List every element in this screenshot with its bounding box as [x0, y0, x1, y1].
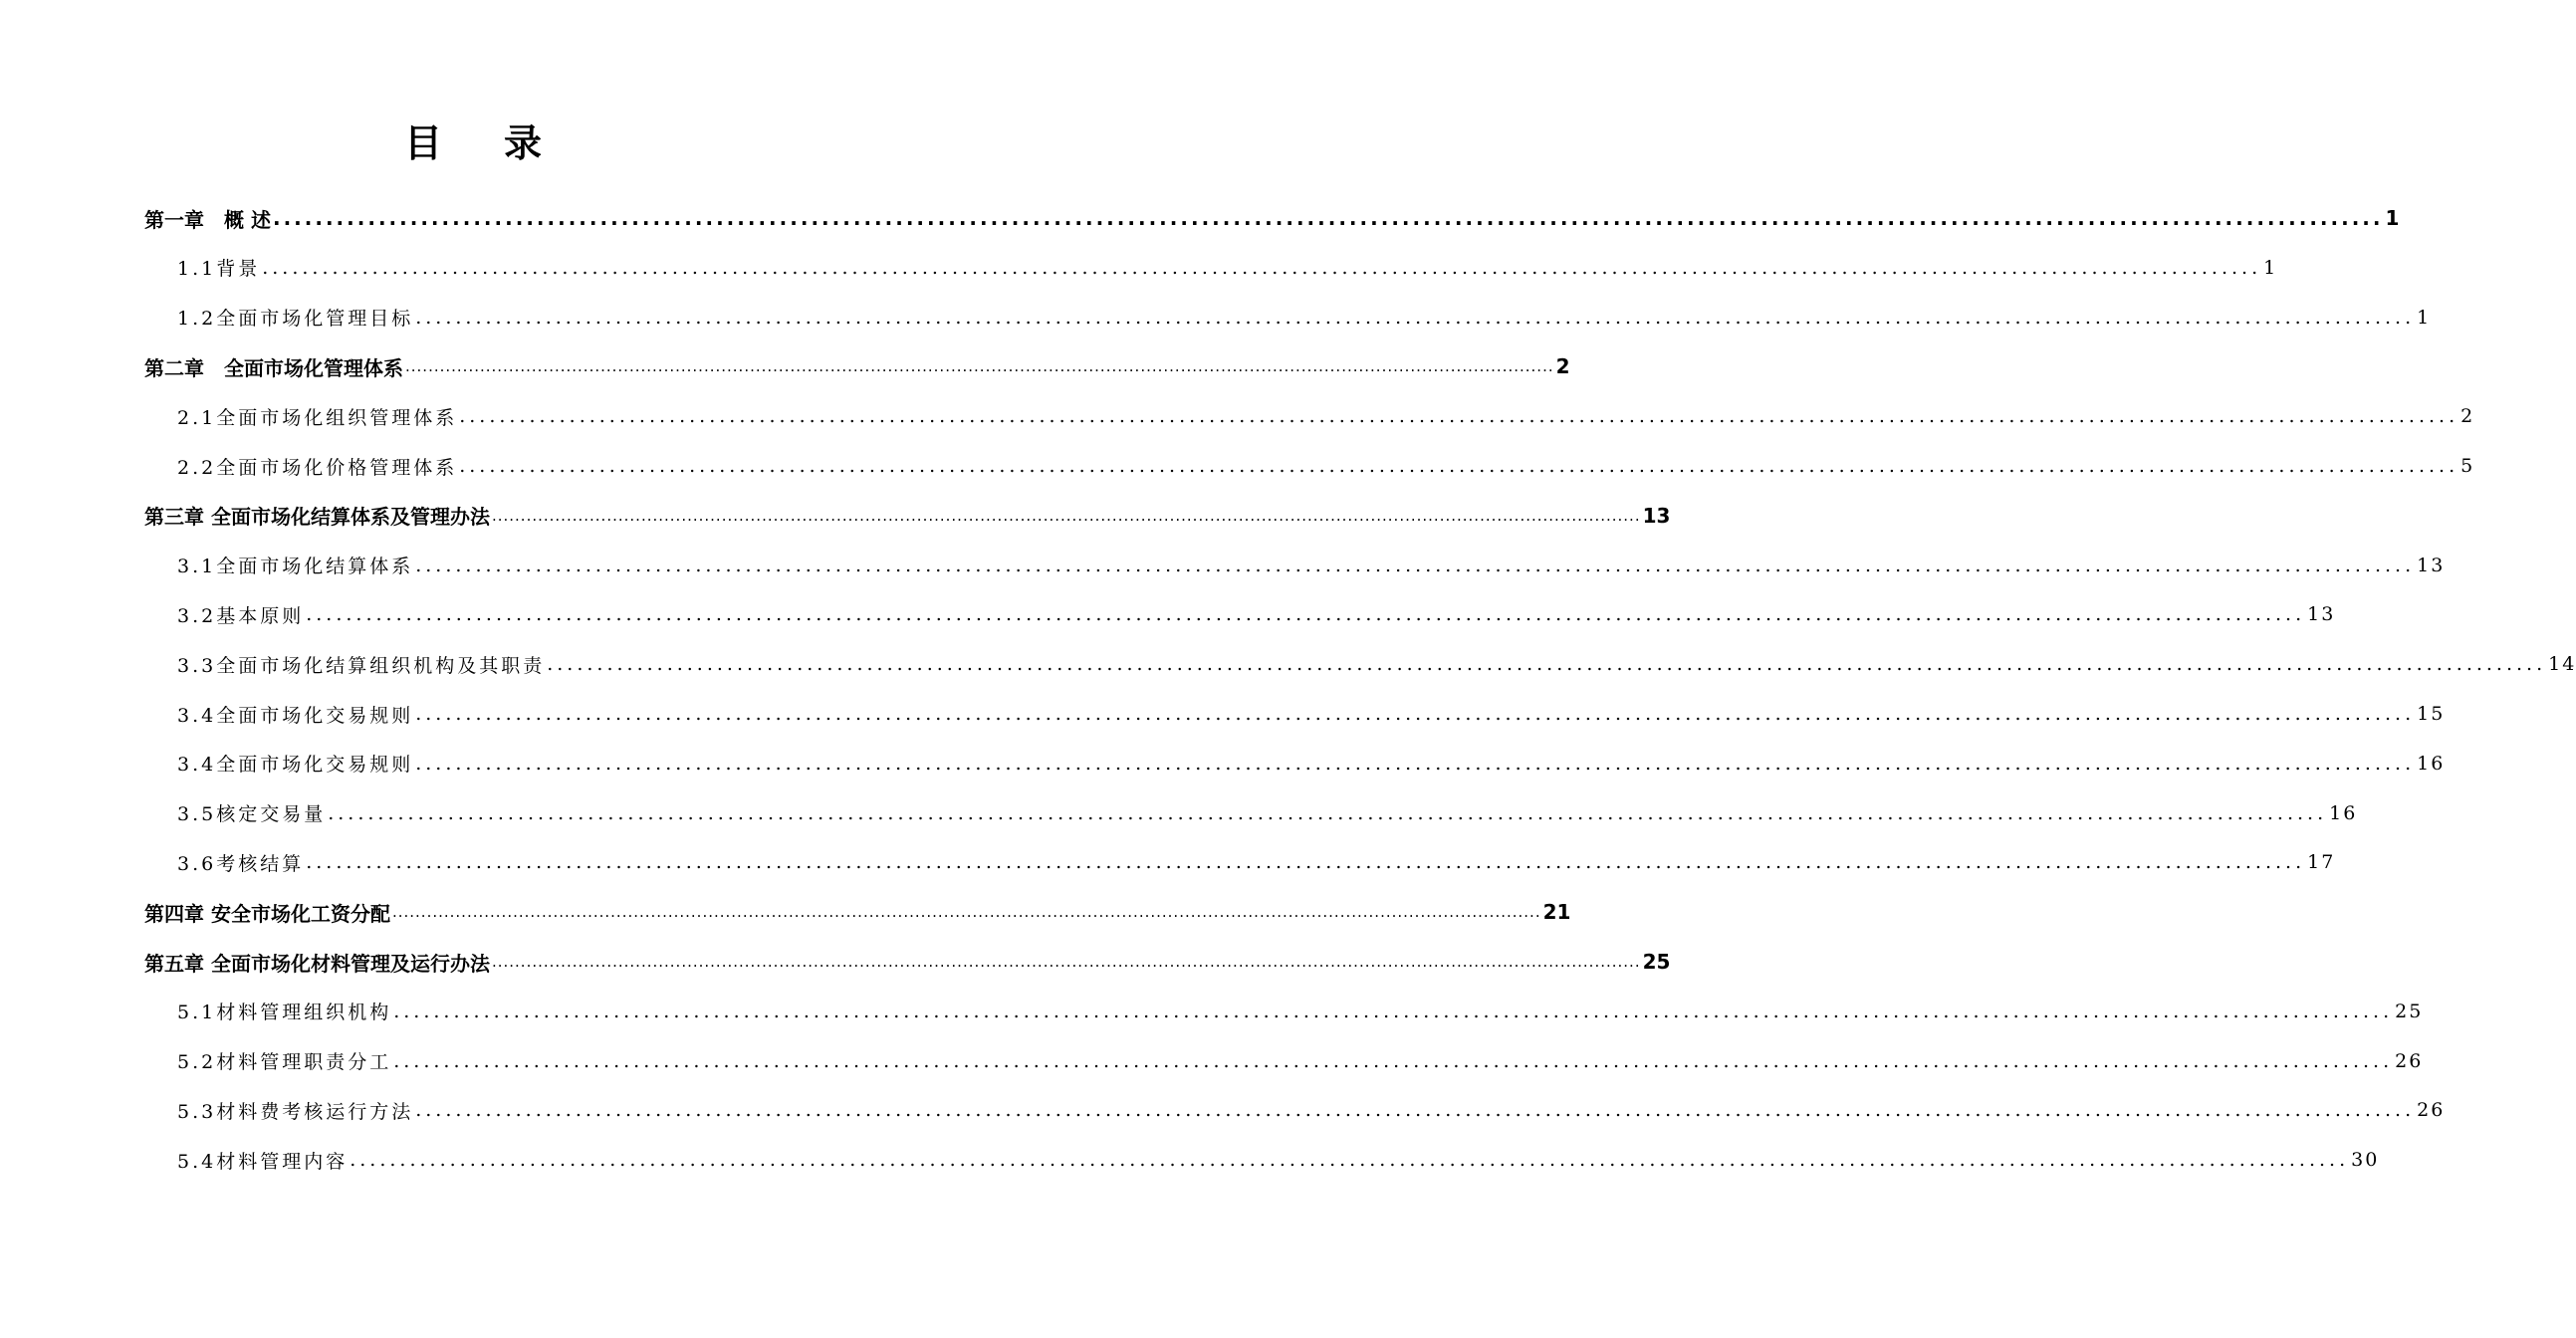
toc-entry-title: 1.1背景 — [177, 258, 261, 281]
toc-entry-title: 3.1全面市场化结算体系 — [177, 556, 414, 578]
toc-entry-title: 3.4全面市场化交易规则 — [177, 704, 414, 727]
toc-chapter-entry[interactable] — [144, 341, 1570, 391]
toc-dot-leader: ........................................................................................................................................................................................................ — [391, 903, 1541, 922]
toc-section-entry[interactable] — [177, 788, 2358, 838]
toc-page-number: 16 — [2329, 801, 2358, 824]
title-char-1: 目 — [403, 121, 442, 165]
toc-dot-leader: ........................................................................................................................................................................................................ — [405, 357, 1554, 376]
toc-section-entry[interactable] — [177, 689, 2446, 739]
toc-dot-leader: ........................................................................................................................................................................................................ — [393, 1000, 2394, 1022]
toc-page-number: 25 — [2395, 1000, 2424, 1022]
toc-dot-leader: ........................................................................................................................................................................................................ — [306, 603, 2306, 626]
toc-page-number: 2 — [2460, 405, 2475, 428]
toc-entry-title: 5.4材料管理内容 — [177, 1150, 349, 1173]
toc-entry-title: 5.1材料管理组织机构 — [177, 1002, 392, 1024]
toc-page-number: 14 — [2548, 653, 2576, 676]
page-title — [0, 117, 946, 169]
toc-dot-leader: ........................................................................................................................................................................................................ — [459, 405, 2459, 428]
toc-section-entry[interactable] — [177, 243, 2278, 293]
toc-entry-title: 1.2全面市场化管理目标 — [177, 308, 414, 331]
toc-entry-title: 第二章 全面市场化管理体系 — [144, 355, 403, 380]
toc-dot-leader: ........................................................................................................................................................................................................ — [306, 851, 2306, 874]
toc-dot-leader: ........................................................................................................................................................................................................ — [350, 1149, 2350, 1172]
toc-page-number: 13 — [1642, 503, 1671, 528]
toc-entry-title: 3.5核定交易量 — [177, 803, 327, 826]
toc-page-number: 21 — [1542, 900, 1571, 925]
toc-section-entry[interactable] — [177, 1085, 2446, 1135]
toc-entry-title: 5.3材料费考核运行方法 — [177, 1100, 414, 1123]
toc-page-number: 2 — [1555, 354, 1570, 379]
toc-dot-leader: ........................................................................................................................................................................................................ — [328, 801, 2328, 824]
toc-entry-title: 3.3全面市场化结算组织机构及其职责 — [177, 654, 546, 677]
toc-section-entry[interactable] — [177, 391, 2475, 441]
toc-page-number: 5 — [2460, 455, 2475, 477]
toc-dot-leader: ........................................................................................................................................................................................................ — [393, 1049, 2394, 1072]
toc-dot-leader: ........................................................................................................................................................................................................ — [415, 1099, 2416, 1122]
toc-dot-leader: ........................................................................................................................................................................................................ — [272, 206, 2384, 230]
toc-chapter-entry[interactable] — [144, 193, 2400, 243]
toc-section-entry[interactable] — [177, 987, 2424, 1036]
toc-page-number: 1 — [2385, 206, 2400, 230]
toc-section-entry[interactable] — [177, 837, 2336, 887]
toc-section-entry[interactable] — [177, 441, 2475, 491]
toc-page-number: 30 — [2351, 1149, 2380, 1172]
toc-entry-title: 第三章 全面市场化结算体系及管理办法 — [144, 505, 490, 530]
toc-dot-leader: ........................................................................................................................................................................................................ — [547, 653, 2547, 676]
toc-chapter-entry[interactable] — [144, 491, 1671, 541]
title-char-2: 录 — [504, 121, 543, 165]
toc-entry-title: 3.4全面市场化交易规则 — [177, 754, 414, 777]
toc-entry-title: 第五章 全面市场化材料管理及运行办法 — [144, 951, 490, 976]
toc-entry-title: 3.2基本原则 — [177, 604, 305, 627]
toc-section-entry[interactable] — [177, 739, 2446, 788]
toc-page-number: 17 — [2307, 851, 2336, 874]
toc-page-number: 13 — [2307, 603, 2336, 626]
toc-page-number: 13 — [2417, 554, 2446, 576]
toc-page-number: 26 — [2417, 1099, 2446, 1122]
toc-page-number: 1 — [2417, 306, 2432, 329]
toc-dot-leader: ........................................................................................................................................................................................................ — [491, 953, 1641, 971]
toc-section-entry[interactable] — [177, 541, 2446, 590]
toc-entry-title: 第四章 安全市场化工资分配 — [144, 901, 390, 926]
toc-dot-leader: ........................................................................................................................................................................................................ — [415, 752, 2416, 775]
toc-dot-leader: ........................................................................................................................................................................................................ — [415, 306, 2416, 329]
toc-page-number: 1 — [2263, 256, 2278, 279]
toc-entry-title: 5.2材料管理职责分工 — [177, 1051, 392, 1074]
toc-entry-title: 2.2全面市场化价格管理体系 — [177, 456, 458, 479]
toc-dot-leader: ........................................................................................................................................................................................................ — [491, 506, 1641, 525]
toc-section-entry[interactable] — [177, 1135, 2380, 1185]
toc-chapter-entry[interactable] — [144, 887, 1571, 937]
toc-dot-leader: ........................................................................................................................................................................................................ — [459, 455, 2459, 477]
toc-page-number: 26 — [2395, 1049, 2424, 1072]
toc-entry-title: 第一章 概 述 — [144, 207, 271, 232]
toc-section-entry[interactable] — [177, 1036, 2424, 1086]
toc-chapter-entry[interactable] — [144, 937, 1671, 987]
toc-entry-title: 3.6考核结算 — [177, 852, 305, 875]
toc-dot-leader: ........................................................................................................................................................................................................ — [415, 703, 2416, 725]
toc-section-entry[interactable] — [177, 639, 2576, 689]
toc-dot-leader: ........................................................................................................................................................................................................ — [415, 554, 2416, 576]
toc-page-number: 16 — [2417, 752, 2446, 775]
toc-dot-leader: ........................................................................................................................................................................................................ — [262, 256, 2262, 279]
toc-section-entry[interactable] — [177, 589, 2336, 639]
toc-section-entry[interactable] — [177, 293, 2432, 342]
toc-entry-title: 2.1全面市场化组织管理体系 — [177, 406, 458, 429]
toc-page-number: 15 — [2417, 703, 2446, 725]
toc-page-number: 25 — [1642, 950, 1671, 974]
